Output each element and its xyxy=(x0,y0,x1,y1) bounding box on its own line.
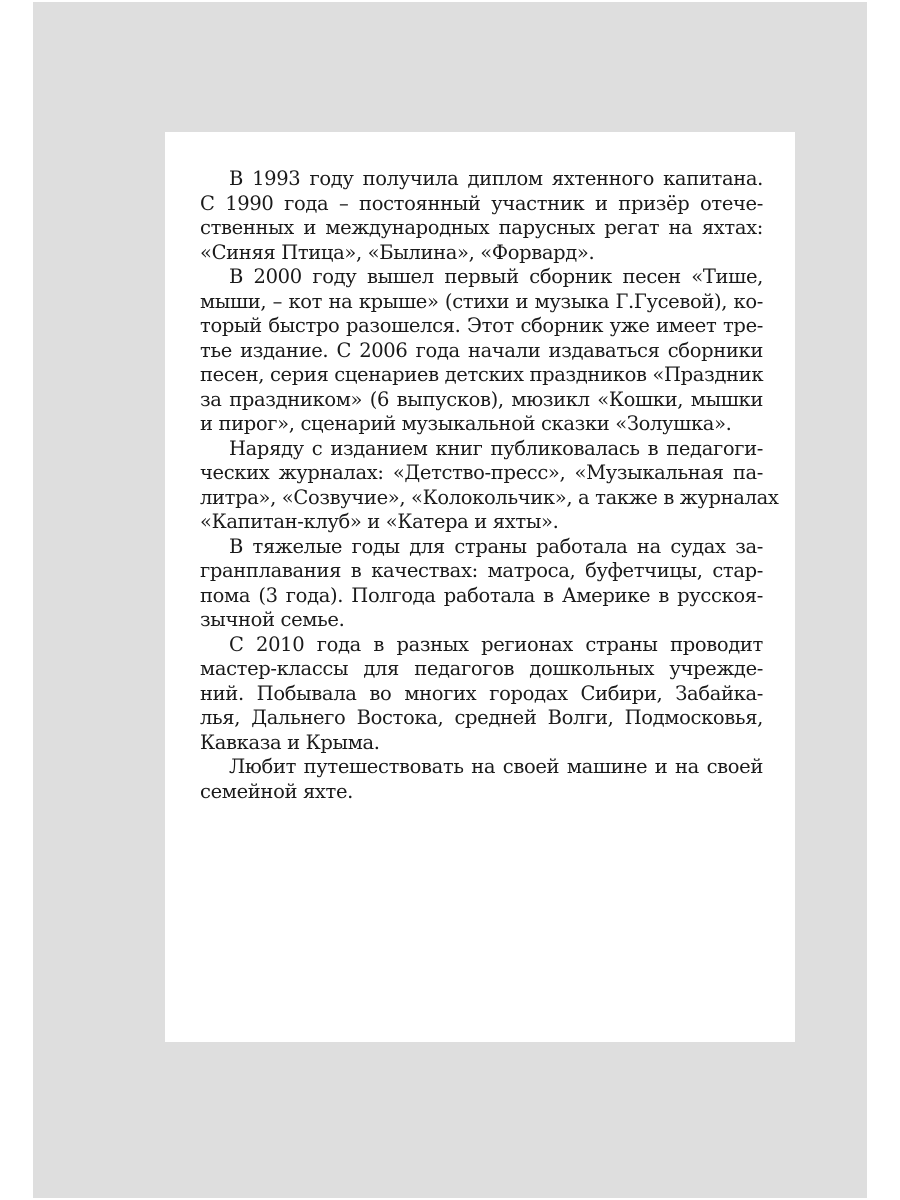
text-line: С 2010 года в разных регионах страны проводит xyxy=(229,632,763,656)
text-line: мастер-классы для педагогов дошкольных учрежде- xyxy=(200,657,763,680)
paragraph-yacht-captain xyxy=(200,167,763,265)
text-line: пома (3 года). Полгода работала в Америке в русскоя- xyxy=(200,583,763,607)
page-text xyxy=(200,167,779,804)
paragraph-master-classes xyxy=(200,633,763,756)
paragraph-travel xyxy=(200,755,763,804)
text-line: тье издание. С 2006 года начали издаваться сборники xyxy=(200,338,763,362)
text-line: зычной семье. xyxy=(200,608,345,631)
text-line: торый быстро разошелся. Этот сборник уже имеет тре- xyxy=(200,314,763,337)
text-line: С 1990 года – постоянный участник и призёр отече- xyxy=(200,191,763,215)
text-line: «Синяя Птица», «Былина», «Форвард». xyxy=(200,240,595,264)
text-line: песен, серия сценариев детских праздников «Праздник xyxy=(200,363,764,386)
text-line: Любит путешествовать на своей машине и на своей xyxy=(229,755,763,778)
text-line: В 2000 году вышел первый сборник песен «Тише, xyxy=(229,265,763,288)
text-line: ний. Побывала во многих городах Сибири, Забайка- xyxy=(200,681,763,705)
text-line: гранплавания в качествах: матроса, буфетчицы, стар- xyxy=(200,559,763,582)
text-line: лья, Дальнего Востока, средней Волги, Подмосковья, xyxy=(200,706,763,729)
text-line: «Капитан-клуб» и «Катера и яхты». xyxy=(200,510,559,533)
text-line: Наряду с изданием книг публиковалась в педагоги- xyxy=(229,436,763,460)
text-line: и пирог», сценарий музыкальной сказки «Золушка». xyxy=(200,412,732,435)
text-line: В тяжелые годы для страны работала на судах за- xyxy=(229,534,763,558)
paragraph-song-collection xyxy=(200,265,763,437)
text-line: мыши, – кот на крыше» (стихи и музыка Г.Гусевой), ко- xyxy=(200,289,763,313)
text-line: ческих журналах: «Детство-пресс», «Музыкальная па- xyxy=(200,461,763,484)
text-line: ственных и международных парусных регат на яхтах: xyxy=(200,216,763,239)
text-line: В 1993 году получила диплом яхтенного капитана. xyxy=(229,167,763,190)
text-line: литра», «Созвучие», «Колокольчик», а также в журналах xyxy=(200,485,779,509)
book-page xyxy=(165,132,795,1042)
text-line: семейной яхте. xyxy=(200,779,354,803)
text-line: Кавказа и Крыма. xyxy=(200,730,380,754)
paragraph-journals xyxy=(200,436,779,535)
paragraph-hard-years xyxy=(200,535,763,633)
text-line: за праздником» (6 выпусков), мюзикл «Кошки, мышки xyxy=(200,387,763,411)
document-viewer-background xyxy=(33,2,867,1198)
